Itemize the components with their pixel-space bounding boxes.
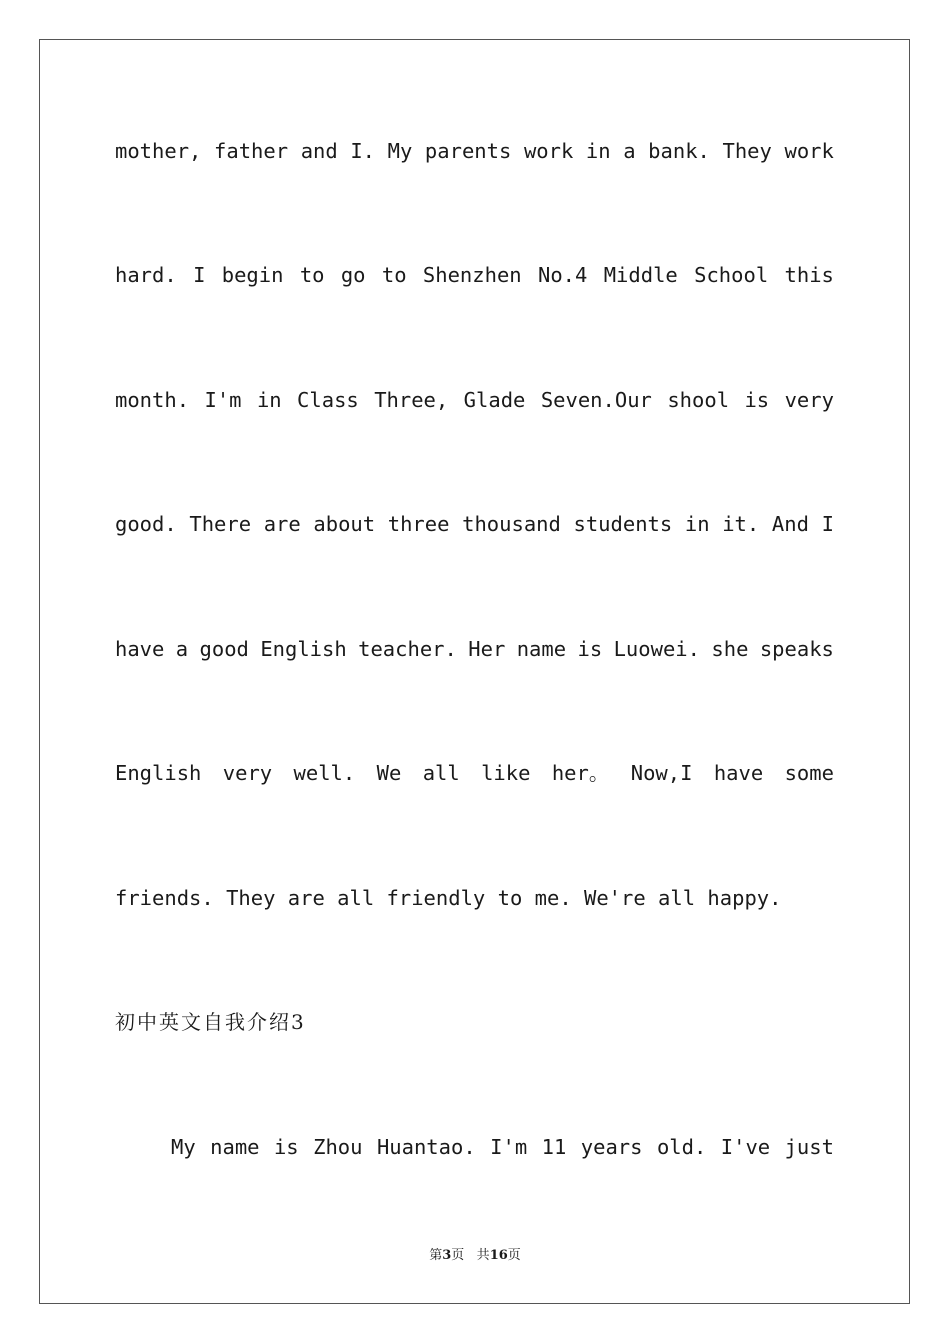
word: well. — [293, 761, 356, 785]
word: Luowei. — [613, 637, 700, 661]
word: bank. — [648, 139, 710, 163]
word: My — [387, 139, 413, 163]
word: is — [273, 1135, 299, 1159]
text-line-4 — [115, 510, 834, 538]
word: are — [263, 512, 301, 536]
word: some — [784, 761, 834, 785]
text-line-5 — [115, 635, 834, 663]
word: I — [193, 263, 206, 287]
word: I'm — [490, 1135, 528, 1159]
word: English — [260, 637, 347, 661]
word: month. — [115, 388, 190, 412]
word: a — [175, 637, 189, 661]
word: and — [300, 139, 338, 163]
word: old. — [656, 1135, 707, 1159]
word: thousand — [462, 512, 561, 536]
word: good — [199, 637, 249, 661]
word: about — [313, 512, 376, 536]
word: And — [771, 512, 809, 536]
word: her。 — [551, 761, 610, 785]
word: this — [784, 263, 834, 287]
word: students — [573, 512, 673, 536]
word: There — [189, 512, 252, 536]
word: mother, — [115, 139, 202, 163]
word: years — [580, 1135, 643, 1159]
word: Glade — [463, 388, 526, 412]
word: go — [340, 263, 366, 287]
text-line-1 — [115, 137, 834, 165]
text-line-6 — [115, 759, 834, 787]
word: Seven.Our — [540, 388, 652, 412]
word: is — [744, 388, 770, 412]
word: We — [376, 761, 402, 785]
word: begin — [221, 263, 284, 287]
word: name — [210, 1135, 260, 1159]
word: I'm — [204, 388, 242, 412]
word: in — [256, 388, 282, 412]
word: to — [299, 263, 325, 287]
word: she — [711, 637, 749, 661]
word: like — [481, 761, 531, 785]
word: have — [713, 761, 764, 785]
word: Huantao. — [376, 1135, 476, 1159]
word: work — [523, 139, 574, 163]
word: I — [821, 512, 834, 536]
word: Her — [468, 637, 506, 661]
text-line-7: friends. They are all friendly to me. We're all happy. — [115, 886, 782, 910]
section-heading: 初中英文自我介绍3 — [115, 1010, 306, 1034]
word: I. — [350, 139, 376, 163]
word: hard. — [115, 263, 177, 287]
page-footer — [0, 1246, 950, 1266]
footer-page-word: 页 — [451, 1248, 465, 1263]
word: speaks — [759, 637, 834, 661]
word: it. — [722, 512, 760, 536]
word: No.4 — [538, 263, 588, 287]
word: very — [784, 388, 834, 412]
word: Middle — [603, 263, 678, 287]
word: is — [577, 637, 603, 661]
word: My — [171, 1135, 196, 1159]
word: to — [381, 263, 407, 287]
word: just — [784, 1135, 834, 1159]
footer-current-page: 3 — [442, 1248, 452, 1263]
word: shool — [667, 388, 730, 412]
text-line-2 — [115, 261, 834, 289]
word: all — [422, 761, 460, 785]
word: Now,I — [630, 761, 693, 785]
word: in — [684, 512, 710, 536]
word: three — [387, 512, 450, 536]
word: Shenzhen — [422, 263, 522, 287]
footer-prefix: 第 — [429, 1248, 443, 1263]
word: good. — [115, 512, 177, 536]
footer-total-pages: 16 — [489, 1248, 508, 1263]
word: English — [115, 761, 202, 785]
word: 11 — [541, 1135, 567, 1159]
word: They — [722, 139, 772, 163]
word: name — [516, 637, 567, 661]
word: I've — [720, 1135, 771, 1159]
footer-total-prefix: 共 — [476, 1248, 490, 1263]
footer-total-suffix: 页 — [507, 1248, 521, 1263]
word: work — [784, 139, 834, 163]
word: have — [115, 637, 165, 661]
word: School — [694, 263, 769, 287]
word: in — [585, 139, 611, 163]
paragraph-first-line — [171, 1133, 834, 1161]
page-border — [39, 39, 910, 1304]
word: very — [222, 761, 273, 785]
word: a — [623, 139, 636, 163]
text-line-3 — [115, 386, 834, 414]
word: parents — [424, 139, 512, 163]
word: teacher. — [358, 637, 457, 661]
word: Class — [297, 388, 359, 412]
word: father — [214, 139, 289, 163]
word: Three, — [374, 388, 449, 412]
word: Zhou — [313, 1135, 363, 1159]
